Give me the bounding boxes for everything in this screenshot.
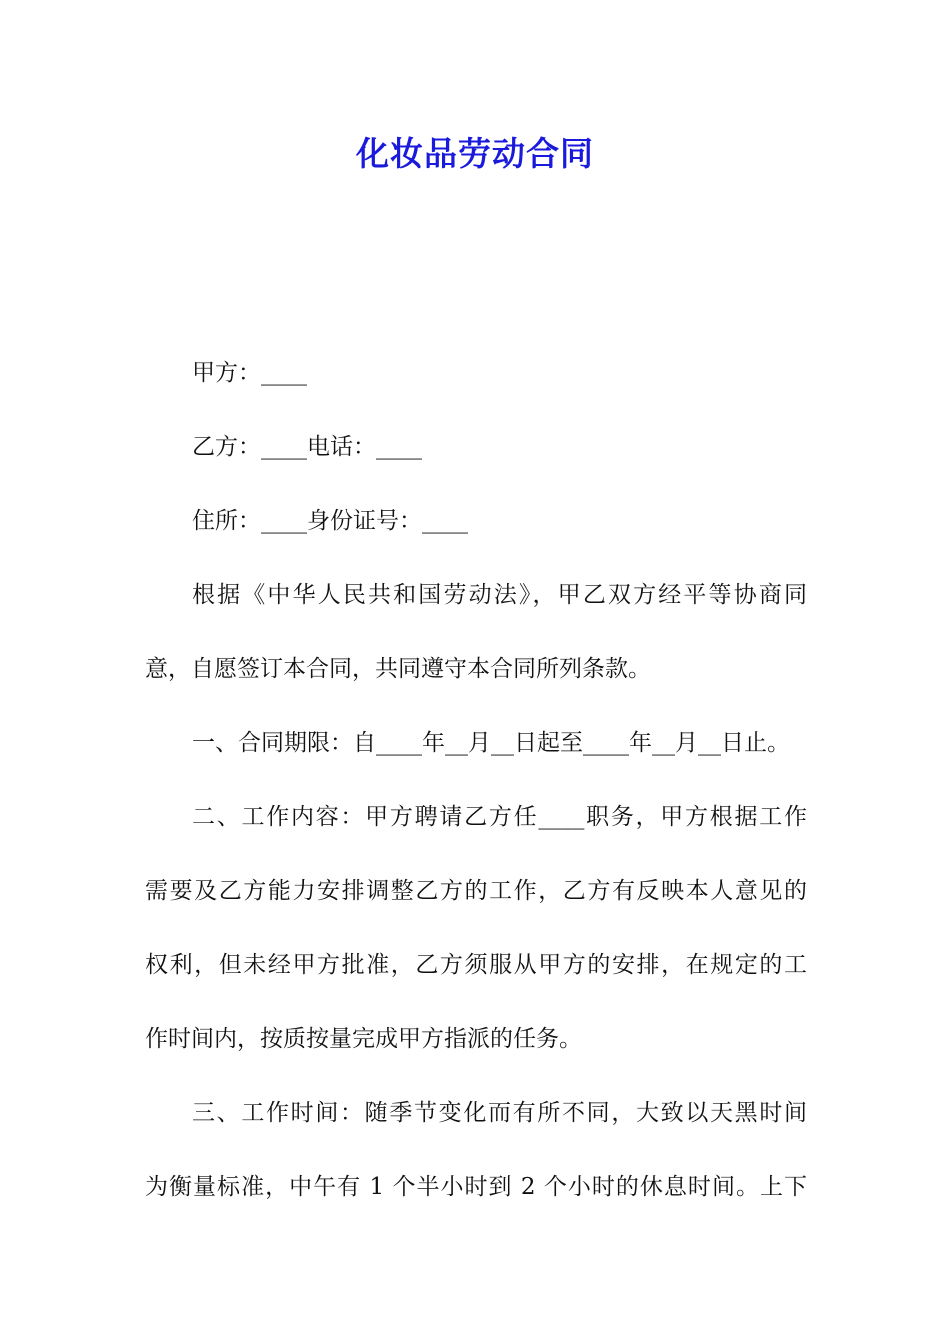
- party-b-line: 乙方：____电话：____: [192, 434, 422, 460]
- clause-3-line-1: 三、工作时间：随季节变化而有所不同，大致以天黑时间: [192, 1100, 807, 1126]
- document-title: 化妆品劳动合同: [356, 134, 594, 173]
- preamble-line-1: 根据《中华人民共和国劳动法》，甲乙双方经平等协商同: [192, 582, 807, 608]
- clause-3-line-2: 为衡量标准，中午有 1 个半小时到 2 个小时的休息时间。上下: [145, 1174, 807, 1200]
- clause-2-line-1: 二、工作内容：甲方聘请乙方任____职务，甲方根据工作: [192, 804, 807, 830]
- document-body: [145, 336, 807, 1224]
- clause-2-line-4: 作时间内，按质按量完成甲方指派的任务。: [145, 1026, 582, 1052]
- party-a-line: 甲方：____: [192, 360, 307, 386]
- clause-2-line-2: 需要及乙方能力安排调整乙方的工作，乙方有反映本人意见的: [145, 878, 807, 904]
- address-line: 住所：____身份证号：____: [192, 508, 468, 534]
- clause-1-term: 一、合同期限：自____年__月__日起至____年__月__日止。: [192, 730, 790, 756]
- preamble-line-2: 意，自愿签订本合同，共同遵守本合同所列条款。: [145, 656, 651, 682]
- clause-2-line-3: 权利，但未经甲方批准，乙方须服从甲方的安排，在规定的工: [145, 952, 807, 978]
